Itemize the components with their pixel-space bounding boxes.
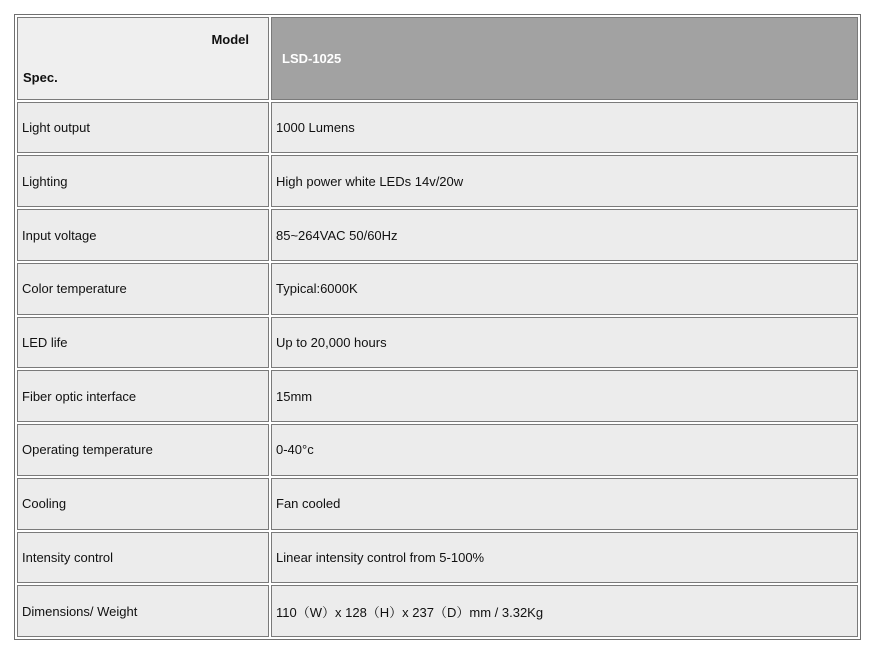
spec-row [17,155,858,207]
spec-label: Dimensions/ Weight [17,585,269,637]
spec-value: Typical:6000K [271,263,858,315]
spec-row [17,424,858,476]
spec-label: Color temperature [17,263,269,315]
spec-label: Operating temperature [17,424,269,476]
spec-value: 1000 Lumens [271,102,858,154]
spec-row [17,102,858,154]
spec-value: 85~264VAC 50/60Hz [271,209,858,261]
spec-value: 110（W）x 128（H）x 237（D）mm / 3.32Kg [271,585,858,637]
spec-label: Intensity control [17,532,269,584]
model-value-header: LSD-1025 [271,17,858,100]
spec-value: High power white LEDs 14v/20w [271,155,858,207]
spec-label: Fiber optic interface [17,370,269,422]
spec-value: Linear intensity control from 5-100% [271,532,858,584]
spec-row [17,317,858,369]
corner-header-cell [17,17,269,100]
model-column-label: Model [211,32,249,47]
spec-row [17,370,858,422]
spec-row [17,478,858,530]
spec-row [17,585,858,637]
spec-label: LED life [17,317,269,369]
spec-value: Up to 20,000 hours [271,317,858,369]
spec-label: Lighting [17,155,269,207]
spec-label: Cooling [17,478,269,530]
spec-row [17,209,858,261]
spec-value: 0-40°c [271,424,858,476]
spec-label: Input voltage [17,209,269,261]
spec-value: 15mm [271,370,858,422]
spec-column-label: Spec. [23,69,58,85]
spec-value: Fan cooled [271,478,858,530]
spec-table [14,14,861,640]
header-row [17,17,858,100]
spec-row [17,532,858,584]
spec-row [17,263,858,315]
spec-label: Light output [17,102,269,154]
